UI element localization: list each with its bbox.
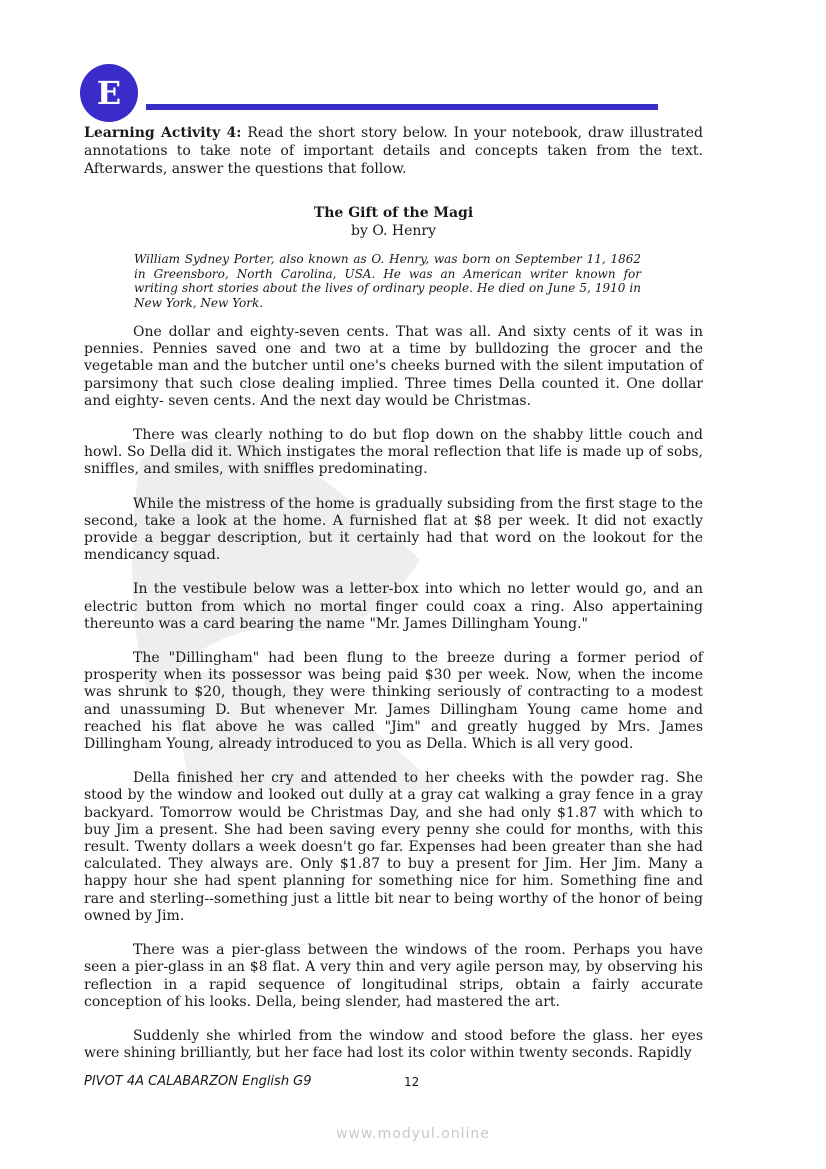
- activity-text: Read the short story below. In your notebook, draw illustrated annotations to take note of important details and concepts taken from the text. Afterwards, answer the questions that follow.: [84, 125, 704, 177]
- story-paragraph: Della finished her cry and attended to her cheeks with the powder rag. She stood by the window and looked out dully at a gray cat walking a gray fence in a gray backyard. Tomorrow would be Christmas Day, and she had only $1.87 with which to buy Jim a present. She had been saving every penny she could for months, with this result. Twenty dollars a week doesn't go far. Expenses had been greater than she had calculated. They always are. Only $1.87 to buy a present for Jim. Her Jim. Many a happy hour she had spent planning for something nice for him. Something fine and rare and sterling--something just a little bit near to being worthy of the honor of being owned by Jim.: [84, 770, 703, 924]
- header-rule: [146, 104, 658, 110]
- footer-title: PIVOT 4A CALABARZON English G9: [84, 1074, 312, 1089]
- story-paragraph: One dollar and eighty-seven cents. That was all. And sixty cents of it was in pennies. Pennies saved one and two at a time by bulldozing the grocer and the vegetable man and the butcher until one's cheeks burned with the silent imputation of parsimony that such close dealing implied. Three times Della counted it. One dollar and eighty- seven cents. And the next day would be Christmas.: [84, 324, 703, 409]
- author-bio: William Sydney Porter, also known as O. Henry, was born on September 11, 1862 in Greensboro, North Carolina, USA. He was an American writer known for writing short stories about the lives of ordinary people. He died on June 5, 1910 in New York, New York.: [134, 252, 641, 310]
- story-paragraph: In the vestibule below was a letter-box into which no letter would go, and an electric button from which no mortal finger could coax a ring. Also appertaining thereunto was a card bearing the name "Mr. James Dillingham Young.": [84, 581, 703, 632]
- story-author: by O. Henry: [351, 223, 436, 239]
- section-e-badge: E: [80, 64, 138, 122]
- story-paragraph: Suddenly she whirled from the window and stood before the glass. her eyes were shining brilliantly, but her face had lost its color within twenty seconds. Rapidly: [84, 1027, 703, 1062]
- story-paragraph: There was a pier-glass between the windows of the room. Perhaps you have seen a pier-glass in an $8 flat. A very thin and very agile person may, by observing his reflection in a rapid sequence of longitudinal strips, obtain a fairly accurate conception of his looks. Della, being slender, had mastered the art.: [84, 942, 703, 1010]
- page-content: [84, 124, 703, 1062]
- activity-label: Learning Activity 4:: [84, 125, 242, 141]
- story-paragraph: While the mistress of the home is gradually subsiding from the first stage to the second, take a look at the home. A furnished flat at $8 per week. It did not exactly provide a beggar description, but it certainly had that word on the lookout for the mendicancy squad.: [84, 495, 703, 564]
- story-title: The Gift of the Magi: [313, 205, 474, 221]
- activity-instructions: [84, 124, 703, 178]
- story-paragraph: The "Dillingham" had been flung to the breeze during a former period of prosperity when its possessor was being paid $30 per week. Now, when the income was shrunk to $20, though, they were thinking seriously of contracting to a modest and unassuming D. But whenever Mr. James Dillingham Young came home and reached his flat above he was called "Jim" and greatly hugged by Mrs. James Dillingham Young, already introduced to you as Della. Which is all very good.: [84, 650, 703, 753]
- watermark: www.modyul.online: [336, 1126, 490, 1142]
- page-number: 12: [404, 1075, 420, 1089]
- story-paragraph: There was clearly nothing to do but flop down on the shabby little couch and howl. So Della did it. Which instigates the moral reflection that life is made up of sobs, sniffles, and smiles, with sniffles predominating.: [84, 427, 703, 478]
